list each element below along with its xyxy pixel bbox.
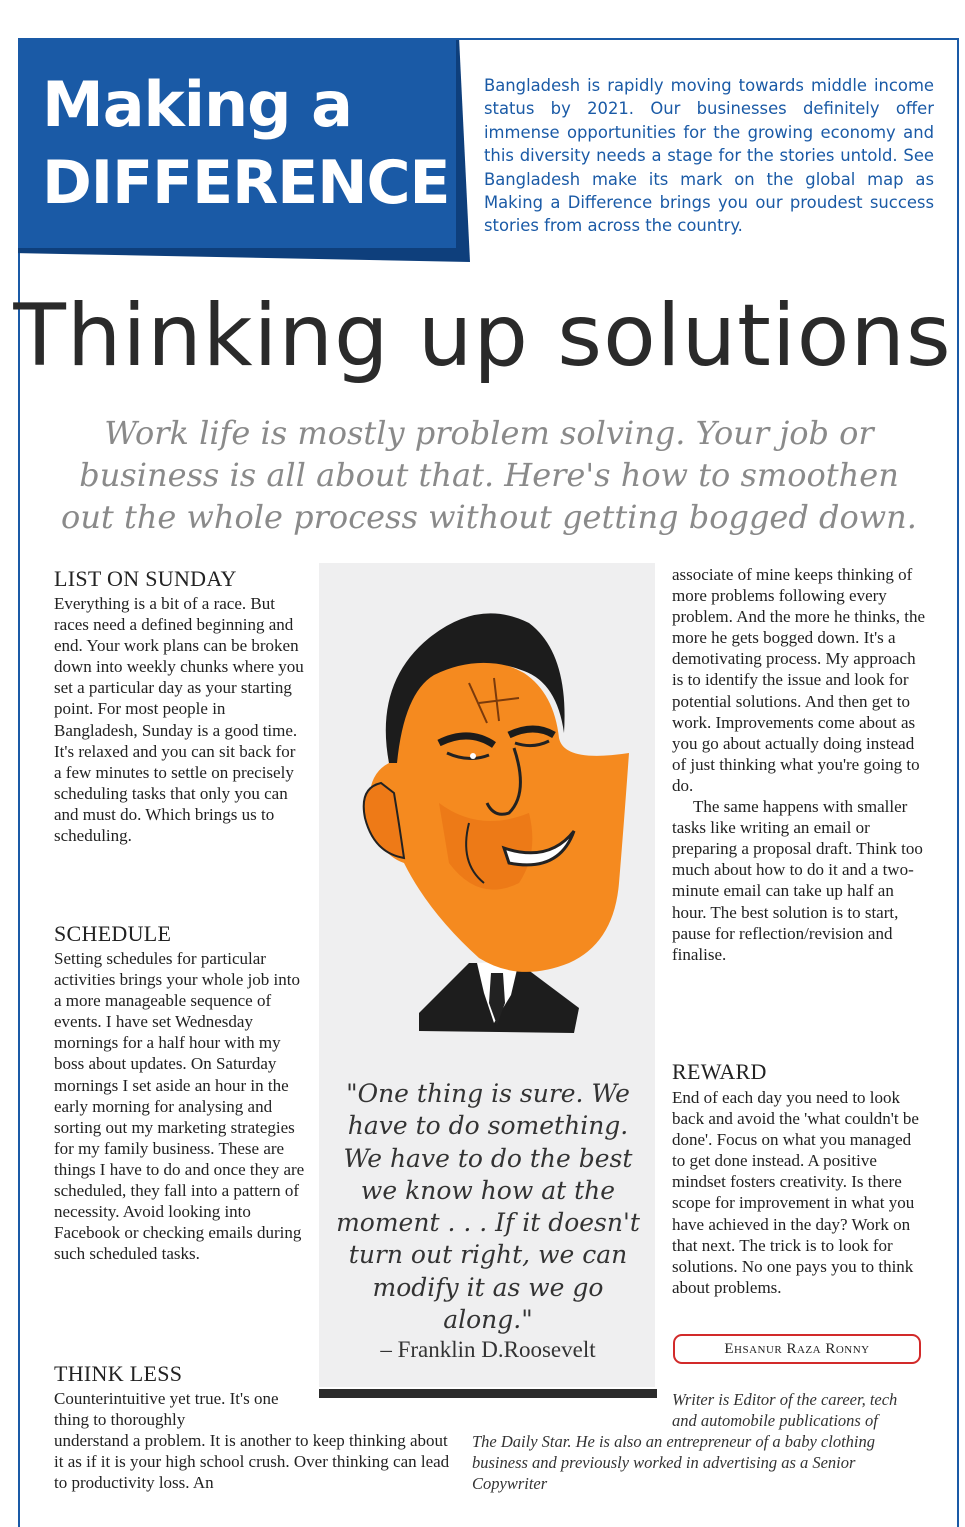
body-list-on-sunday [54, 593, 306, 846]
body-schedule [54, 948, 308, 1264]
body-reward [672, 1087, 928, 1298]
paragraph: Counterintuitive yet true. It's one thing to thoroughly [54, 1389, 279, 1430]
headline: Thinking up solutions [13, 286, 952, 386]
heading-list-on-sunday: LIST ON SUNDAY [54, 566, 237, 591]
paragraph: understand a problem. It is another to keep thinking about it as if it is your high school crush. Over thinking can lead to productivity loss. An [54, 1431, 450, 1493]
paragraph: Setting schedules for particular activities brings your whole job into a more manageable sequence of events. I have set Wednesday mornings for a half hour with my boss about updates. On Saturday mornings I set aside an hour in the early morning for analysing and sorting out my marketing strategies for my family business. These are things I have to do and once they are scheduled, they fall into a pattern of necessity. Avoid looking into Facebook or checking emails during such scheduled tasks. [54, 949, 305, 1264]
heading-schedule: SCHEDULE [54, 921, 172, 946]
paragraph: associate of mine keeps thinking of more problems following every problem. And the more he thinks, the more he gets bogged down. It's a demotivating process. My approach is to identify the issue and look for potential solutions. And then get to work. Improvements come about as you go about actually doing instead of just thinking what you're going to do. [672, 565, 926, 795]
body-think-less-wide [54, 1430, 456, 1493]
section-banner [18, 40, 456, 248]
paragraph: End of each day you need to look back and avoid the 'what couldn't be done'. Focus on what you managed to get done instead. A positive mindset fosters creativity. Is there scope for improvement in what you have achieved in the day? Work on that next. The trick is to look for solutions. No one pays you to think about problems. [672, 1088, 919, 1297]
heading-reward: REWARD [672, 1059, 767, 1084]
author-bio-line-1: Writer is Editor of the career, tech [672, 1390, 898, 1409]
banner-line-2: DIFFERENCE [42, 148, 450, 218]
author-byline: Ehsanur Raza Ronny [673, 1334, 921, 1364]
paragraph: The same happens with smaller tasks like writing an email or preparing a proposal draft. Think too much about how to do it and a two-minute email can take up half an hour. The best solution is to start, pause for reflection/revision and finalise. [672, 797, 923, 964]
standfirst: Work life is mostly problem solving. Your job or business is all about that. Here's how to smoothen out the whole process without getting bogged down. [61, 414, 917, 536]
author-bio-rest: The Daily Star. He is also an entrepreneur of a baby clothing business and previously worked in advertising as a Senior Copywriter [472, 1432, 875, 1493]
body-think-less-narrow [54, 1388, 294, 1430]
illustration-baseline [319, 1389, 657, 1398]
quote-attribution: – Franklin D.Roosevelt [380, 1337, 596, 1362]
paragraph: Everything is a bit of a race. But races need a defined beginning and end. Your work plans can be broken down into weekly chunks where you set a particular day as your starting point. For most people in Bangladesh, Sunday is a good time. It's relaxed and you can sit back for a few minutes to settle on precisely scheduling tasks that only you can and must do. Which brings us to scheduling. [54, 594, 304, 846]
banner-line-1: Making a [42, 68, 352, 141]
caricature-portrait-icon [319, 563, 655, 1063]
intro-text: Bangladesh is rapidly moving towards middle income status by 2021. Our businesses definitely offer immense opportunities for the growing economy and this diversity needs a stage for the stories untold. See Bangladesh make its mark on the global map as Making a Difference brings you our proudest success stories from across the country. [484, 76, 934, 236]
body-think-less-right [672, 564, 928, 965]
pull-quote: "One thing is sure. We have to do something. We have to do the best we know how at the moment . . . If it doesn't turn out right, we can modify it as we go along." [336, 1079, 640, 1335]
author-bio-line-2: and automobile publications of [672, 1411, 878, 1430]
heading-think-less: THINK LESS [54, 1361, 183, 1386]
